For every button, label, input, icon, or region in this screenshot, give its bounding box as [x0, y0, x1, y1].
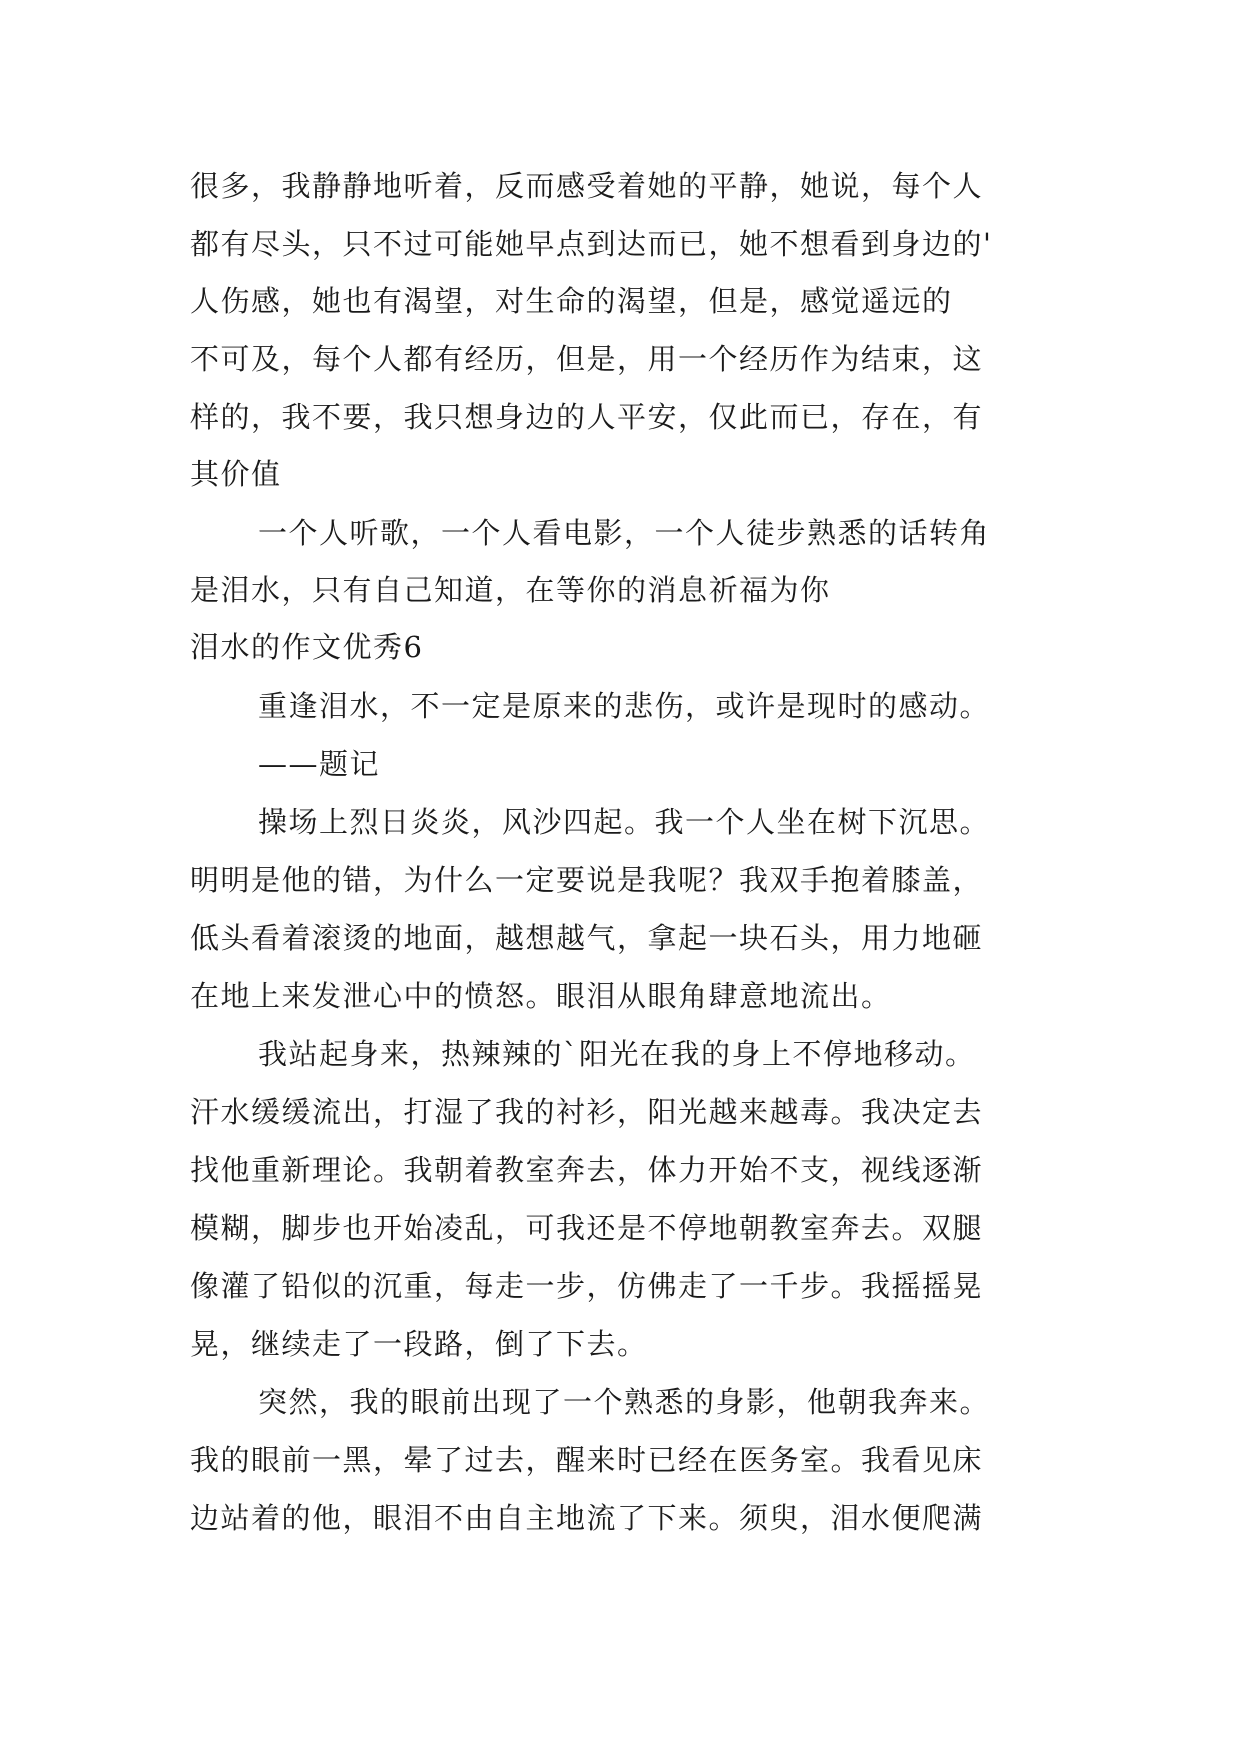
paragraph-first-line: 一个人听歌，一个人看电影，一个人徒步熟悉的话转角	[258, 516, 991, 550]
paragraph-first-line: 我站起身来，热辣辣的`阳光在我的身上不停地移动。	[258, 1037, 976, 1071]
text-line: 不可及，每个人都有经历，但是，用一个经历作为结束，这	[190, 342, 984, 376]
text-line: 在地上来发泄心中的愤怒。眼泪从眼角肆意地流出。	[190, 979, 892, 1013]
text-line: 低头看着滚烫的地面，越想越气，拿起一块石头，用力地砸	[190, 921, 984, 955]
text-line: 人伤感，她也有渴望，对生命的渴望，但是，感觉遥远的	[190, 284, 953, 318]
epigraph-attribution: ——题记	[258, 747, 381, 781]
text-line: 晃，继续走了一段路，倒了下去。	[190, 1327, 648, 1361]
text-line: 很多，我静静地听着，反而感受着她的平静，她说，每个人	[190, 169, 984, 203]
text-line: 我的眼前一黑，晕了过去，醒来时已经在医务室。我看见床	[190, 1443, 984, 1477]
text-line: 汗水缓缓流出，打湿了我的衬衫，阳光越来越毒。我决定去	[190, 1095, 984, 1129]
text-line: 都有尽头，只不过可能她早点到达而已，她不想看到身边的'	[190, 227, 993, 261]
text-line: 找他重新理论。我朝着教室奔去，体力开始不支，视线逐渐	[190, 1153, 984, 1187]
paragraph-first-line: 突然，我的眼前出现了一个熟悉的身影，他朝我奔来。	[258, 1385, 991, 1419]
text-line: 是泪水，只有自己知道，在等你的消息祈福为你	[190, 573, 831, 607]
text-line: 明明是他的错，为什么一定要说是我呢？我双手抱着膝盖，	[190, 863, 984, 897]
paragraph-first-line: 重逢泪水，不一定是原来的悲伤，或许是现时的感动。	[258, 689, 991, 723]
text-line: 像灌了铅似的沉重，每走一步，仿佛走了一千步。我摇摇晃	[190, 1269, 984, 1303]
text-line: 边站着的他，眼泪不由自主地流了下来。须臾，泪水便爬满	[190, 1501, 984, 1535]
section-heading: 泪水的作文优秀6	[190, 630, 424, 664]
text-line: 其价值	[190, 457, 282, 491]
text-line: 模糊，脚步也开始凌乱，可我还是不停地朝教室奔去。双腿	[190, 1211, 984, 1245]
paragraph-first-line: 操场上烈日炎炎，风沙四起。我一个人坐在树下沉思。	[258, 805, 991, 839]
text-line: 样的，我不要，我只想身边的人平安，仅此而已，存在，有	[190, 400, 984, 434]
